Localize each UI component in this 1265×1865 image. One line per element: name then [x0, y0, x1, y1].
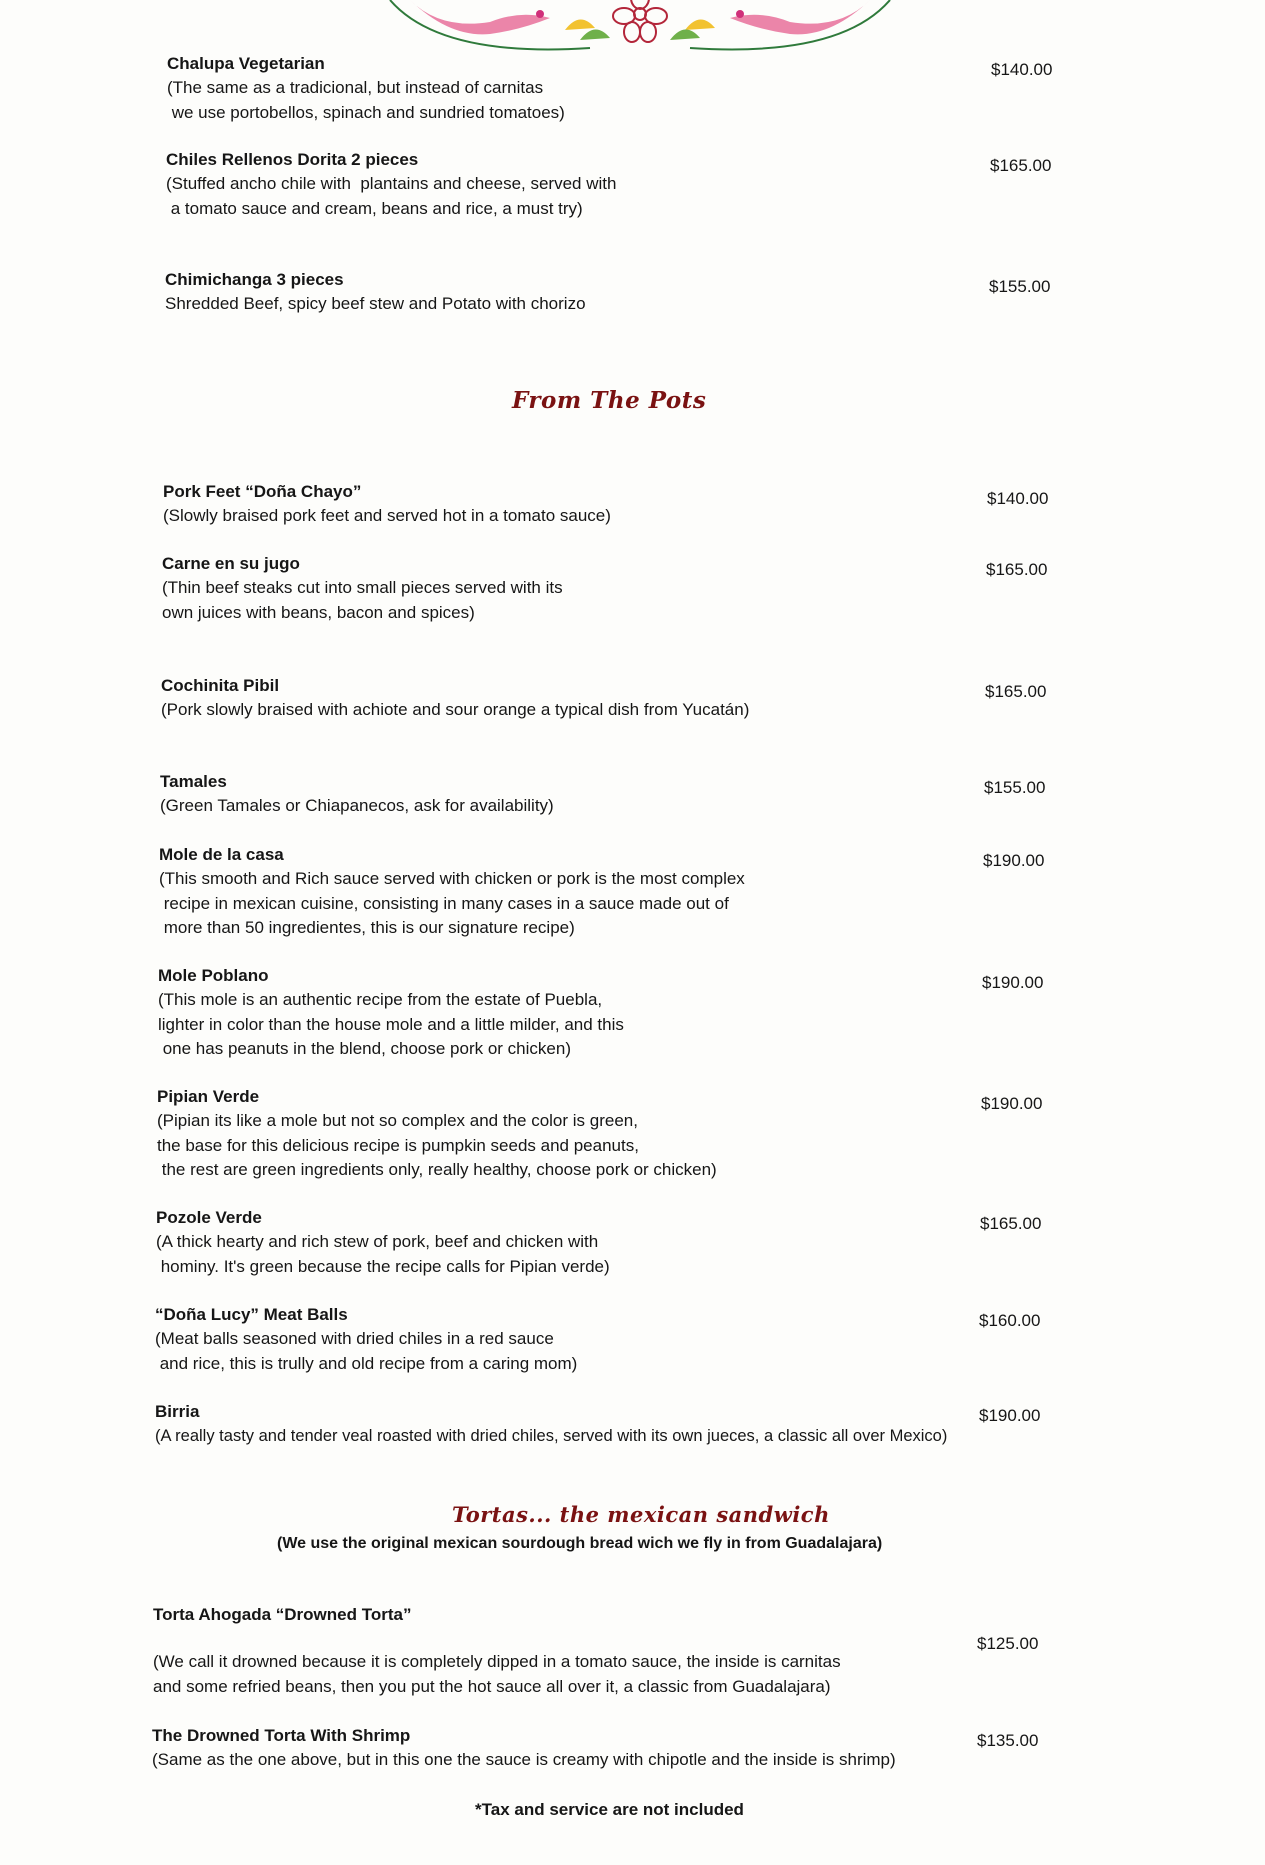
item-description: (This mole is an authentic recipe from the estate of Puebla, lighter in color than the house mole and a little milder, and this one has peanuts in the blend, choose pork or chicken)	[158, 990, 624, 1058]
item-description: (Green Tamales or Chiapanecos, ask for availability)	[160, 796, 554, 815]
item-description: (Thin beef steaks cut into small pieces served with its own juices with beans, bacon and spices)	[162, 578, 563, 622]
item-name: Carne en su jugo	[162, 554, 300, 573]
menu-item-carne-en-su-jugo	[0, 552, 1265, 625]
item-price: $155.00	[984, 778, 1046, 797]
item-name: Mole Poblano	[158, 966, 269, 985]
menu-item-chiles-rellenos	[0, 148, 1265, 221]
item-description: (A really tasty and tender veal roasted with dried chiles, served with its own jueces, a classic all over Mexico)	[155, 1427, 948, 1445]
item-price: $140.00	[991, 60, 1053, 79]
item-price: $190.00	[981, 1094, 1043, 1113]
item-price: $140.00	[987, 489, 1049, 508]
tax-footnote: *Tax and service are not included	[475, 1800, 744, 1819]
item-description: (A thick hearty and rich stew of pork, beef and chicken with hominy. It's green because the recipe calls for Pipian verde)	[156, 1232, 610, 1276]
item-name: Cochinita Pibil	[161, 676, 280, 695]
item-description: (This smooth and Rich sauce served with chicken or pork is the most complex recipe in mexican cuisine, consisting in many cases in a sauce made out of more than 50 ingredientes, this is our signature recipe)	[159, 869, 745, 937]
item-description: (Pipian its like a mole but not so complex and the color is green, the base for this delicious recipe is pumpkin seeds and peanuts, the rest are green ingredients only, really healthy, choose pork or chicken)	[157, 1111, 717, 1179]
item-price: $165.00	[990, 156, 1052, 175]
item-description: (The same as a tradicional, but instead of carnitas we use portobellos, spinach and sundried tomatoes)	[167, 78, 565, 122]
menu-item-birria	[0, 1400, 1265, 1449]
item-name: Chiles Rellenos Dorita 2 pieces	[166, 150, 419, 169]
item-name: Pozole Verde	[156, 1208, 262, 1227]
menu-item-cochinita-pibil	[0, 674, 1265, 723]
item-description: (Stuffed ancho chile with plantains and cheese, served with a tomato sauce and cream, beans and rice, a must try)	[166, 174, 617, 218]
section-subtitle-tortas: (We use the original mexican sourdough bread wich we fly in from Guadalajara)	[277, 1535, 883, 1552]
menu-item-chalupa-vegetarian	[0, 52, 1265, 125]
item-price: $160.00	[979, 1311, 1041, 1330]
item-name: Pipian Verde	[157, 1087, 260, 1106]
item-description: (Meat balls seasoned with dried chiles in a red sauce and rice, this is trully and old recipe from a caring mom)	[155, 1329, 578, 1373]
menu-item-tamales	[0, 770, 1265, 819]
item-description: (We call it drowned because it is completely dipped in a tomato sauce, the inside is carnitas and some refried beans, then you put the hot sauce all over it, a classic from Guadalajara)	[153, 1652, 841, 1696]
item-price: $165.00	[980, 1214, 1042, 1233]
menu-item-torta-ahogada	[0, 1603, 1265, 1699]
item-name: “Doña Lucy” Meat Balls	[155, 1305, 348, 1324]
item-price: $190.00	[983, 851, 1045, 870]
menu-item-pork-feet	[0, 480, 1265, 529]
section-title-from-the-pots: From The Pots	[512, 387, 707, 414]
item-description: Shredded Beef, spicy beef stew and Potato with chorizo	[165, 294, 586, 313]
item-price: $155.00	[989, 277, 1051, 296]
item-name: Tamales	[160, 772, 227, 791]
item-name: Chalupa Vegetarian	[167, 54, 325, 73]
item-price: $165.00	[985, 682, 1047, 701]
item-name: The Drowned Torta With Shrimp	[152, 1726, 411, 1745]
menu-item-pipian-verde	[0, 1085, 1265, 1183]
item-description: (Pork slowly braised with achiote and sour orange a typical dish from Yucatán)	[161, 700, 750, 719]
item-price: $165.00	[986, 560, 1048, 579]
item-description: (Same as the one above, but in this one the sauce is creamy with chipotle and the inside is shrimp)	[152, 1750, 896, 1769]
item-name: Mole de la casa	[159, 845, 284, 864]
item-name: Birria	[155, 1402, 200, 1421]
item-price: $190.00	[982, 973, 1044, 992]
item-price: $135.00	[977, 1731, 1039, 1750]
menu-item-drowned-torta-shrimp	[0, 1724, 1265, 1773]
menu-item-mole-poblano	[0, 964, 1265, 1062]
item-name: Pork Feet “Doña Chayo”	[163, 482, 362, 501]
item-name: Chimichanga 3 pieces	[165, 270, 344, 289]
item-price: $190.00	[979, 1406, 1041, 1425]
menu-item-mole-de-la-casa	[0, 843, 1265, 941]
item-description: (Slowly braised pork feet and served hot in a tomato sauce)	[163, 506, 611, 525]
menu-item-chimichanga	[0, 268, 1265, 317]
menu-item-dona-lucy-meat-balls	[0, 1303, 1265, 1376]
item-name: Torta Ahogada “Drowned Torta”	[153, 1605, 412, 1624]
item-price: $125.00	[977, 1634, 1039, 1653]
menu-item-pozole-verde	[0, 1206, 1265, 1279]
section-title-tortas: Tortas... the mexican sandwich	[452, 1502, 830, 1527]
